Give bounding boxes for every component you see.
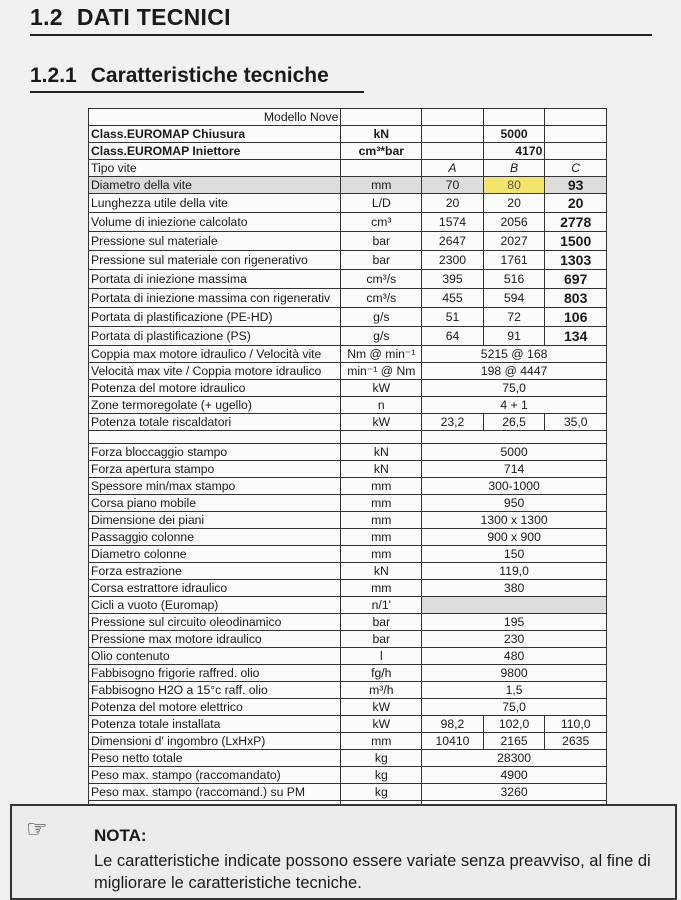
row-value: 1300 x 1300 [422, 512, 607, 529]
row-unit: kN [341, 126, 422, 143]
note-box [10, 804, 677, 900]
row-value: 75,0 [422, 699, 607, 716]
value-b: 1761 [483, 251, 545, 270]
row-value: 480 [422, 648, 607, 665]
value-b: 2165 [483, 733, 545, 750]
row-unit [341, 160, 422, 177]
model-label: Modello Nove [89, 109, 341, 126]
table-row [89, 308, 607, 327]
table-row [89, 177, 607, 194]
table-row [89, 631, 607, 648]
value-a: 10410 [422, 733, 484, 750]
value-b: 516 [483, 270, 545, 289]
value-a: 2647 [422, 232, 484, 251]
value-c: 20 [545, 194, 607, 213]
row-label: Potenza del motore idraulico [89, 380, 341, 397]
row-label: Portata di iniezione massima con rigenerativ [89, 289, 341, 308]
row-unit: l [341, 648, 422, 665]
value-b: 594 [483, 289, 545, 308]
row-value: 75,0 [422, 380, 607, 397]
note-title: NOTA: [94, 826, 147, 845]
row-unit: n [341, 397, 422, 414]
value-b: 26,5 [483, 414, 545, 431]
value-c: C [545, 160, 607, 177]
table-row [89, 733, 607, 750]
row-unit: bar [341, 232, 422, 251]
row-unit: g/s [341, 308, 422, 327]
row-label: Potenza del motore elettrico [89, 699, 341, 716]
row-unit: mm [341, 495, 422, 512]
table-row [89, 160, 607, 177]
spec-table [88, 108, 607, 818]
value-c: 697 [545, 270, 607, 289]
table-row [89, 597, 607, 614]
value-a: 98,2 [422, 716, 484, 733]
row-unit: kW [341, 716, 422, 733]
row-unit: cm³/s [341, 270, 422, 289]
row-value: 5000 [483, 126, 545, 143]
value-b: 72 [483, 308, 545, 327]
row-unit: bar [341, 251, 422, 270]
value-c: 93 [545, 177, 607, 194]
row-unit: kg [341, 767, 422, 784]
note-text: Le caratteristiche indicate possono essere variate senza preavviso, al fine di migliorare le caratteristiche tecniche. [94, 852, 651, 892]
table-row [89, 699, 607, 716]
value-c: 2635 [545, 733, 607, 750]
row-unit: L/D [341, 194, 422, 213]
table-row [89, 327, 607, 346]
row-unit: kN [341, 563, 422, 580]
value-a: 1574 [422, 213, 484, 232]
row-label: Spessore min/max stampo [89, 478, 341, 495]
table-row [89, 546, 607, 563]
row-value: 119,0 [422, 563, 607, 580]
row-unit: n/1' [341, 597, 422, 614]
section-heading [30, 4, 652, 36]
table-row [89, 750, 607, 767]
value-a: 70 [422, 177, 484, 194]
row-label: Peso max. stampo (raccomand.) su PM [89, 784, 341, 801]
row-label: Cicli a vuoto (Euromap) [89, 597, 341, 614]
row-label: Portata di plastificazione (PE-HD) [89, 308, 341, 327]
row-label: Volume di iniezione calcolato [89, 213, 341, 232]
value-a: 395 [422, 270, 484, 289]
row-label: Velocità max vite / Coppia motore idraulico [89, 363, 341, 380]
row-unit: g/s [341, 327, 422, 346]
row-value [422, 597, 607, 614]
row-unit: Nm @ min⁻¹ [341, 346, 422, 363]
row-label: Peso max. stampo (raccomandato) [89, 767, 341, 784]
table-row [89, 363, 607, 380]
row-label: Portata di plastificazione (PS) [89, 327, 341, 346]
row-unit: kW [341, 414, 422, 431]
section-title: DATI TECNICI [76, 4, 231, 30]
table-row [89, 767, 607, 784]
table-row [89, 126, 607, 143]
row-unit: bar [341, 614, 422, 631]
value-c: 110,0 [545, 716, 607, 733]
row-value: 4900 [422, 767, 607, 784]
row-label: Pressione sul materiale con rigenerativo [89, 251, 341, 270]
value-a: 51 [422, 308, 484, 327]
row-unit: mm [341, 580, 422, 597]
row-value: 28300 [422, 750, 607, 767]
table-row [89, 648, 607, 665]
value-b: 2027 [483, 232, 545, 251]
value-b: 20 [483, 194, 545, 213]
row-label: Fabbisogno frigorie raffred. olio [89, 665, 341, 682]
row-label: Forza estrazione [89, 563, 341, 580]
subsection-title: Caratteristiche tecniche [90, 64, 329, 87]
row-label: Coppia max motore idraulico / Velocità vite [89, 346, 341, 363]
value-c: 134 [545, 327, 607, 346]
row-label: Pressione sul circuito oleodinamico [89, 614, 341, 631]
row-label: Lunghezza utile della vite [89, 194, 341, 213]
table-row [89, 346, 607, 363]
row-unit: cm³/s [341, 289, 422, 308]
row-unit: kN [341, 444, 422, 461]
table-row [89, 270, 607, 289]
section-number: 1.2 [30, 4, 63, 30]
table-header-row [89, 109, 607, 126]
row-label: Corsa piano mobile [89, 495, 341, 512]
value-a: 20 [422, 194, 484, 213]
table-row [89, 251, 607, 270]
row-unit: kg [341, 784, 422, 801]
row-unit: bar [341, 631, 422, 648]
row-unit: kW [341, 699, 422, 716]
row-unit: mm [341, 529, 422, 546]
row-unit: mm [341, 512, 422, 529]
row-value: 300-1000 [422, 478, 607, 495]
row-label: Class.EUROMAP Iniettore [89, 143, 341, 160]
row-unit: mm [341, 733, 422, 750]
table-spacer-row [89, 431, 607, 444]
value-a: 455 [422, 289, 484, 308]
row-label: Dimensioni d' ingombro (LxHxP) [89, 733, 341, 750]
row-value: 900 x 900 [422, 529, 607, 546]
row-label: Diametro della vite [89, 177, 341, 194]
value-a: 23,2 [422, 414, 484, 431]
table-row [89, 397, 607, 414]
value-c: 35,0 [545, 414, 607, 431]
row-label: Class.EUROMAP Chiusura [89, 126, 341, 143]
subsection-heading [30, 64, 364, 93]
row-label: Diametro colonne [89, 546, 341, 563]
row-unit: m³/h [341, 682, 422, 699]
row-label: Zone termoregolate (+ ugello) [89, 397, 341, 414]
value-a: 64 [422, 327, 484, 346]
value-b: 2056 [483, 213, 545, 232]
table-row [89, 784, 607, 801]
row-label: Corsa estrattore idraulico [89, 580, 341, 597]
row-value: 230 [422, 631, 607, 648]
table-row [89, 213, 607, 232]
row-unit: fg/h [341, 665, 422, 682]
row-value: 3260 [422, 784, 607, 801]
row-value: 1,5 [422, 682, 607, 699]
table-row [89, 580, 607, 597]
row-label: Forza apertura stampo [89, 461, 341, 478]
table-row [89, 232, 607, 251]
value-a: A [422, 160, 484, 177]
value-b: 91 [483, 327, 545, 346]
table-row [89, 444, 607, 461]
row-value: 950 [422, 495, 607, 512]
table-row [89, 495, 607, 512]
table-row [89, 563, 607, 580]
table-row [89, 478, 607, 495]
row-value: 714 [422, 461, 607, 478]
row-value: 198 @ 4447 [422, 363, 607, 380]
row-unit: cm³ [341, 213, 422, 232]
row-label: Forza bloccaggio stampo [89, 444, 341, 461]
value-c: 1500 [545, 232, 607, 251]
table-row [89, 512, 607, 529]
table-row [89, 414, 607, 431]
subsection-number: 1.2.1 [30, 64, 77, 87]
row-value: 9800 [422, 665, 607, 682]
row-label: Pressione sul materiale [89, 232, 341, 251]
table-row [89, 194, 607, 213]
row-label: Peso netto totale [89, 750, 341, 767]
value-a: 2300 [422, 251, 484, 270]
row-label: Potenza totale riscaldatori [89, 414, 341, 431]
value-b: B [483, 160, 545, 177]
row-label: Tipo vite [89, 160, 341, 177]
row-label: Pressione max motore idraulico [89, 631, 341, 648]
value-c: 2778 [545, 213, 607, 232]
table-row [89, 380, 607, 397]
row-value: 4 + 1 [422, 397, 607, 414]
row-label: Olio contenuto [89, 648, 341, 665]
pointing-hand-icon: ☞ [26, 816, 48, 843]
table-row [89, 143, 607, 160]
row-unit: kW [341, 380, 422, 397]
row-value: 5000 [422, 444, 607, 461]
row-unit: mm [341, 546, 422, 563]
value-c: 106 [545, 308, 607, 327]
table-row [89, 529, 607, 546]
row-value: 5215 @ 168 [422, 346, 607, 363]
row-unit: min⁻¹ @ Nm [341, 363, 422, 380]
row-value: 380 [422, 580, 607, 597]
table-row [89, 716, 607, 733]
row-value: 150 [422, 546, 607, 563]
row-unit: mm [341, 478, 422, 495]
row-value: 4170 [483, 143, 545, 160]
row-label: Portata di iniezione massima [89, 270, 341, 289]
row-label: Potenza totale installata [89, 716, 341, 733]
value-c: 1303 [545, 251, 607, 270]
row-unit: mm [341, 177, 422, 194]
value-b: 80 [483, 177, 545, 194]
row-label: Fabbisogno H2O a 15°c raff. olio [89, 682, 341, 699]
value-c: 803 [545, 289, 607, 308]
table-row [89, 665, 607, 682]
row-unit: kN [341, 461, 422, 478]
row-label: Dimensione dei piani [89, 512, 341, 529]
table-row [89, 461, 607, 478]
row-unit: cm³*bar [341, 143, 422, 160]
table-row [89, 614, 607, 631]
value-b: 102,0 [483, 716, 545, 733]
row-value: 195 [422, 614, 607, 631]
table-row [89, 682, 607, 699]
row-unit: kg [341, 750, 422, 767]
table-row [89, 289, 607, 308]
row-label: Passaggio colonne [89, 529, 341, 546]
